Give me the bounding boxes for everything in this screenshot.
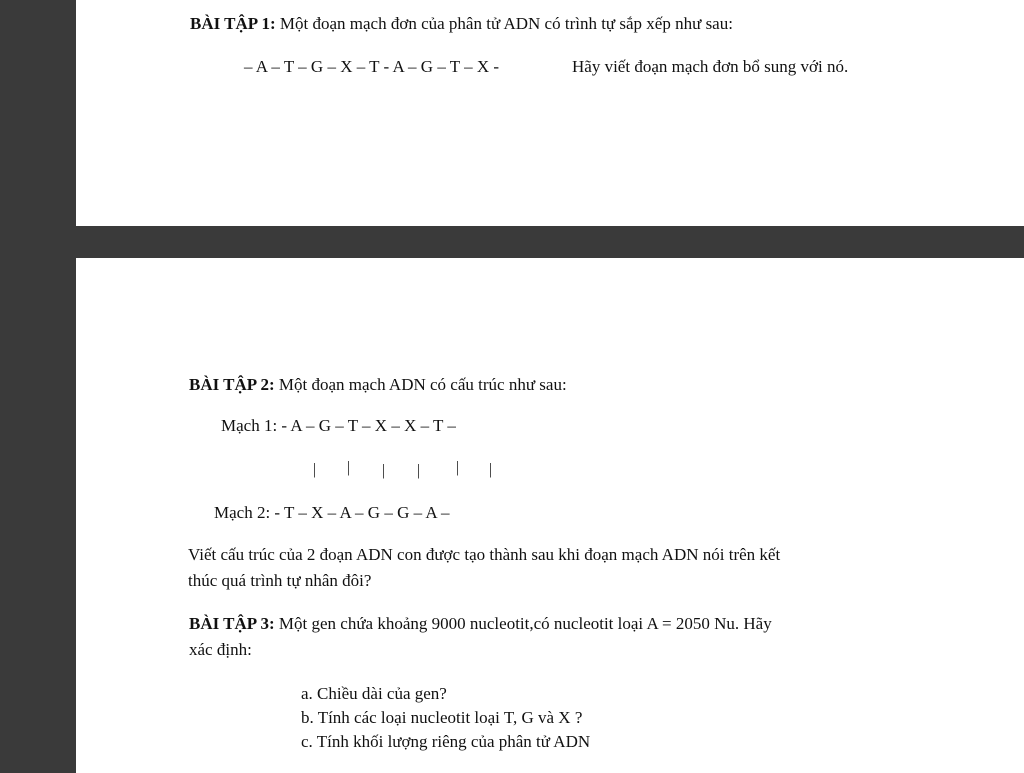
bond-line: | [313, 461, 317, 478]
exercise-1-heading [190, 14, 733, 34]
base-pair-bonds [76, 458, 1024, 480]
exercise-2-label: BÀI TẬP 2: [189, 375, 275, 394]
strand-1: Mạch 1: - A – G – T – X – X – T – [221, 416, 456, 435]
document-page-1 [76, 0, 1024, 226]
question-item: c. Tính khối lượng riêng của phân tử ADN [301, 732, 591, 751]
exercise-3-questions [301, 682, 590, 754]
exercise-1-sequence: – A – T – G – X – T - A – G – T – X - [244, 57, 500, 76]
exercise-1-instruction: Hãy viết đoạn mạch đơn bổ sung với nó. [572, 57, 849, 76]
exercise-3-label: BÀI TẬP 3: [189, 614, 275, 633]
exercise-2-question-line-1: Viết cấu trúc của 2 đoạn ADN con được tạo thành sau khi đoạn mạch ADN nói trên kết [188, 545, 781, 564]
bond-line: | [456, 459, 460, 476]
exercise-3-text-line-2: xác định: [189, 640, 252, 659]
strand-2: Mạch 2: - T – X – A – G – G – A – [214, 503, 450, 522]
question-item: b. Tính các loại nucleotit loại T, G và X ? [301, 708, 583, 727]
bond-line: | [382, 462, 386, 479]
exercise-1-label: BÀI TẬP 1: [190, 14, 276, 33]
bond-line: | [347, 459, 351, 476]
exercise-2-heading [189, 375, 567, 395]
exercise-2-text: Một đoạn mạch ADN có cấu trúc như sau: [274, 375, 567, 394]
exercise-2-question-line-2: thúc quá trình tự nhân đôi? [188, 571, 372, 590]
exercise-1-text: Một đoạn mạch đơn của phân tử ADN có trình tự sắp xếp như sau: [275, 14, 733, 33]
exercise-3-text-line-1: Một gen chứa khoảng 9000 nucleotit,có nucleotit loại A = 2050 Nu. Hãy [274, 614, 772, 633]
question-item: a. Chiều dài của gen? [301, 684, 447, 703]
bond-line: | [489, 461, 493, 478]
bond-line: | [417, 462, 421, 479]
document-page-2 [76, 258, 1024, 773]
exercise-3-heading [189, 614, 772, 634]
